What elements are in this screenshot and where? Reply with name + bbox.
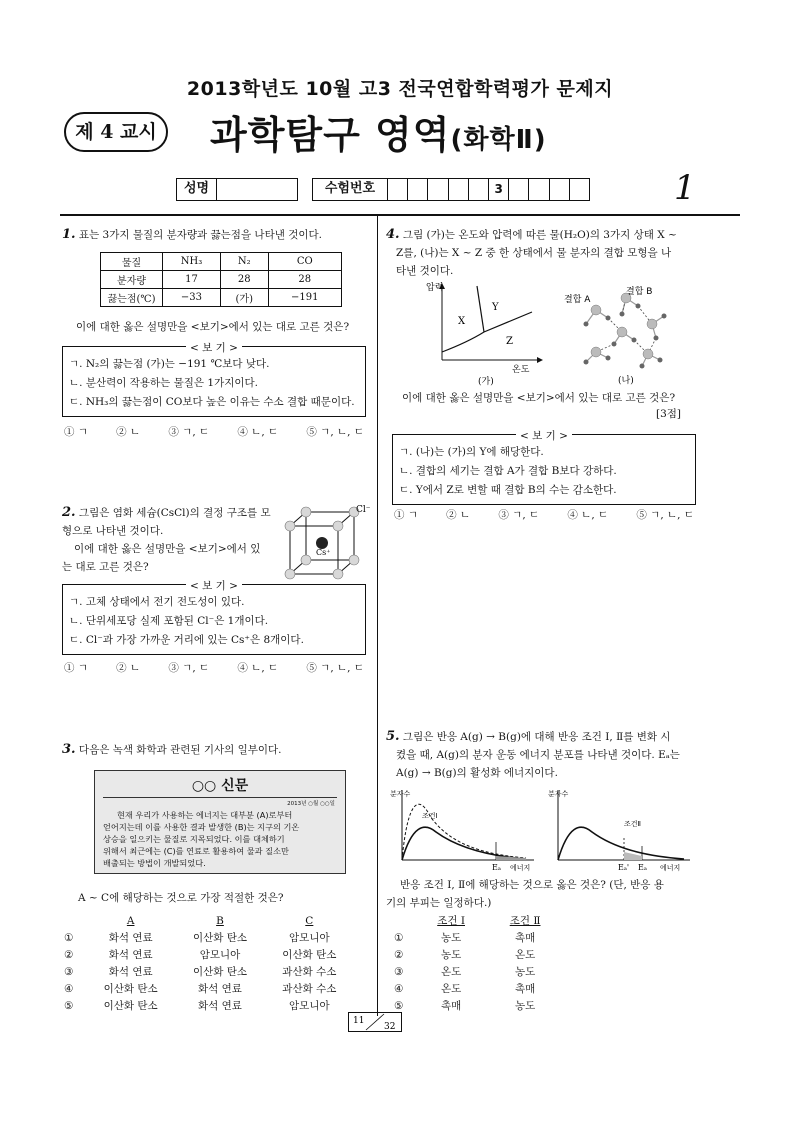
news-line: 현재 우리가 사용하는 에너지는 대부분 (A)로부터 [117, 810, 293, 820]
answer-cell: 농도 [514, 1000, 536, 1012]
choice[interactable]: ② ㄴ [446, 509, 471, 521]
axis-x-label: 온도 [512, 365, 530, 375]
region-x: X [458, 316, 466, 327]
q2-bogi-title: < 보 기 > [186, 580, 242, 592]
q4-stem [386, 226, 696, 280]
bogi-item: ㄴ. 단위세포당 실제 포함된 Cl⁻은 1개이다. [69, 615, 269, 627]
water-bond-model [556, 284, 686, 390]
q4-choices [394, 507, 694, 522]
q4-question: 이에 대한 옳은 설명만을 <보기>에서 있는 대로 고른 것은? [402, 392, 676, 404]
choice[interactable]: ⑤ ㄱ, ㄴ, ㄷ [636, 509, 694, 521]
axis-y-label: 압력 [426, 283, 444, 293]
q5-answer-table [394, 912, 564, 1014]
choice[interactable]: ② ㄴ [116, 426, 141, 438]
cond2-label: 조건Ⅱ [624, 820, 641, 828]
answer-cell: 암모니아 [289, 932, 330, 944]
phase-diagram [420, 280, 550, 390]
region-z: Z [506, 336, 513, 347]
answer-row[interactable] [64, 980, 354, 997]
choice[interactable]: ① ㄱ [64, 662, 88, 674]
col-header: B [216, 914, 224, 927]
id-digit[interactable] [408, 179, 428, 200]
id-digit[interactable] [388, 179, 408, 200]
choice[interactable]: ③ ㄱ, ㄷ [498, 509, 540, 521]
table-cell: 28 [220, 271, 268, 289]
choice[interactable]: ④ ㄴ, ㄷ [237, 662, 279, 674]
choice-marker: ① [64, 931, 74, 944]
answer-cell: 화석 연료 [198, 983, 242, 995]
cscl-crystal-diagram [280, 500, 372, 582]
q5-text-line: A(g) → B(g)의 활성화 에너지이다. [396, 767, 558, 779]
q3-text: 다음은 녹색 화학과 관련된 기사의 일부이다. [78, 744, 282, 756]
axis-x-label-2: 에너지 [660, 864, 681, 872]
answer-cell: 촉매 [514, 983, 536, 995]
q2-text-line: 는 대로 고른 것은? [62, 561, 149, 573]
choice[interactable]: ① ㄱ [394, 509, 418, 521]
q4-text-line: 그림 (가)는 온도와 압력에 따른 물(H₂O)의 3가지 상태 X ~ [402, 229, 677, 241]
id-digit[interactable] [449, 179, 469, 200]
answer-cell: 이산화 탄소 [103, 1000, 158, 1012]
choice-marker: ③ [394, 965, 404, 978]
axis-y-label: 분자수 [390, 790, 411, 798]
table-header: 물질 [101, 253, 163, 271]
ea-label: Eₐ [492, 863, 501, 872]
choice[interactable]: ④ ㄴ, ㄷ [237, 426, 279, 438]
q3-news-clip [94, 770, 346, 874]
footer-page-indicator [348, 1012, 402, 1032]
q4-number: 4. [386, 227, 400, 242]
bogi-item: ㄴ. 분산력이 작용하는 물질은 1가지이다. [69, 377, 258, 389]
subject-title [210, 104, 547, 159]
choice-marker: ④ [394, 982, 404, 995]
bogi-item: ㄷ. Y에서 Z로 변할 때 결합 B의 수는 감소한다. [399, 484, 617, 496]
col-header: 조건 Ⅱ [509, 915, 541, 927]
q4-points: [3점] [656, 408, 682, 420]
choice-marker: ⑤ [64, 999, 74, 1012]
answer-cell: 암모니아 [199, 949, 241, 961]
col-header: C [305, 914, 314, 927]
ea-prime-label: Eₐ' [618, 863, 630, 872]
answer-cell: 이산화 탄소 [192, 966, 248, 978]
id-digit[interactable] [570, 179, 589, 200]
column-divider [377, 216, 378, 1016]
answer-row[interactable] [394, 946, 564, 963]
choice[interactable]: ⑤ ㄱ, ㄴ, ㄷ [306, 426, 364, 438]
answer-cell: 화석 연료 [108, 949, 153, 961]
id-box [312, 178, 590, 201]
col-header: A [126, 914, 135, 927]
q3-stem [62, 741, 362, 759]
bond-a-label: 결합 A [564, 295, 591, 305]
cl-label: Cl⁻ [356, 505, 371, 515]
q5-text-line: 켰을 때, A(g)의 분자 운동 에너지 분포를 나타낸 것이다. Eₐ는 [396, 749, 680, 761]
answer-cell: 농도 [514, 966, 536, 978]
id-digit[interactable] [529, 179, 549, 200]
exam-title: 2013학년도 10월 고3 전국연합학력평가 문제지 [186, 78, 614, 100]
bond-b-label: 결합 B [626, 287, 653, 297]
news-body [95, 807, 345, 869]
answer-cell: 과산화 수소 [282, 983, 337, 995]
answer-row[interactable] [394, 929, 564, 946]
q5-text-line: 그림은 반응 A(g) → B(g)에 대해 반응 조건 Ⅰ, Ⅱ를 변화 시 [402, 731, 671, 743]
name-box [176, 178, 298, 201]
region-y: Y [492, 302, 499, 313]
caption-na: (나) [618, 376, 634, 386]
header-rule [60, 214, 740, 216]
q5-question [386, 876, 696, 912]
answer-cell: 이산화 탄소 [282, 949, 337, 961]
bogi-item: ㄷ. NH₃의 끓는점이 CO보다 높은 이유는 수소 결합 때문이다. [69, 396, 355, 408]
q1-stem [62, 226, 362, 244]
q1-number: 1. [62, 227, 76, 242]
answer-row[interactable] [64, 963, 354, 980]
id-digit[interactable] [509, 179, 529, 200]
news-line: 위해서 최근에는 (C)를 연료로 활용하여 물과 질소만 [103, 846, 289, 856]
q4-bogi-title: < 보 기 > [516, 430, 572, 442]
table-cell: 분자량 [101, 271, 163, 289]
energy-distribution-graph-2 [548, 786, 694, 872]
q2-text-line: 이에 대한 옳은 설명만을 <보기>에서 있 [74, 543, 261, 555]
name-label: 성명 [177, 179, 217, 200]
answer-cell: 이산화 탄소 [103, 983, 158, 995]
answer-cell: 농도 [440, 932, 462, 944]
table-header: CO [268, 253, 341, 271]
caption-ga: (가) [478, 377, 494, 387]
q2-text-line: 형으로 나타낸 것이다. [62, 525, 164, 537]
news-line: 배출되는 방법이 개발되었다. [103, 858, 206, 868]
answer-cell: 온도 [514, 949, 536, 961]
choice[interactable]: ① ㄱ [64, 426, 88, 438]
page-number: 1 [674, 168, 696, 208]
cs-label: Cs⁺ [316, 548, 331, 557]
answer-cell: 촉매 [440, 1000, 462, 1012]
answer-row[interactable] [64, 929, 354, 946]
q2-bogi-box [62, 580, 366, 655]
table-header: N₂ [220, 253, 268, 271]
news-line: 얻어지는데 이를 사용한 결과 발생한 (B)는 지구의 기온 [103, 822, 300, 832]
subject-sub: (화학Ⅱ) [450, 125, 547, 155]
bogi-item: ㄱ. 고체 상태에서 전기 전도성이 있다. [69, 596, 245, 608]
q5-number: 5. [386, 729, 400, 744]
q1-question: 이에 대한 옳은 설명만을 <보기>에서 있는 대로 고른 것은? [76, 321, 350, 333]
col-header: 조건 Ⅰ [437, 915, 465, 927]
answer-cell: 화석 연료 [108, 966, 153, 978]
table-cell: −191 [268, 289, 341, 307]
q2-number: 2. [62, 505, 76, 520]
choice[interactable]: ⑤ ㄱ, ㄴ, ㄷ [306, 662, 364, 674]
id-digit[interactable]: 3 [489, 179, 509, 200]
answer-cell: 화석 연료 [108, 932, 153, 944]
q2-stem [62, 504, 290, 576]
q5-question-line: 기의 부피는 일정하다.) [386, 897, 492, 909]
q1-choices [64, 424, 364, 439]
q1-table [100, 252, 342, 307]
answer-cell: 이산화 탄소 [192, 932, 248, 944]
table-cell: 끓는점(℃) [101, 289, 163, 307]
q1-bogi-box [62, 342, 366, 417]
id-label: 수험번호 [313, 179, 388, 200]
footer-total: 32 [384, 1022, 396, 1032]
id-digit[interactable] [469, 179, 489, 200]
table-cell: 28 [268, 271, 341, 289]
answer-row[interactable] [64, 946, 354, 963]
q5-stem [386, 728, 696, 782]
answer-row[interactable] [394, 980, 564, 997]
news-date: 2013년 ○월 ○○일 [287, 801, 335, 807]
q4-text-line: Z를, (나)는 X ~ Z 중 한 상태에서 물 분자의 결합 모형을 나 [396, 247, 672, 259]
choice-marker: ② [394, 948, 404, 961]
table-header: NH₃ [163, 253, 221, 271]
bogi-item: ㄷ. Cl⁻과 가장 가까운 거리에 있는 Cs⁺은 8개이다. [69, 634, 304, 646]
axis-x-label: 에너지 [510, 864, 531, 872]
answer-row[interactable] [394, 997, 564, 1014]
cond1-label: 조건Ⅰ [422, 812, 438, 820]
q1-bogi-title: < 보 기 > [186, 342, 242, 354]
answer-cell: 농도 [440, 949, 462, 961]
bogi-item: ㄴ. 결합의 세기는 결합 A가 결합 B보다 강하다. [399, 465, 617, 477]
bogi-item: ㄱ. (나)는 (가)의 Y에 해당한다. [399, 446, 544, 458]
answer-cell: 온도 [440, 966, 462, 978]
news-title: ○○ 신문 [191, 778, 249, 794]
choice-marker: ⑤ [394, 999, 404, 1012]
axis-y-label-2: 분자수 [548, 790, 569, 798]
answer-cell: 과산화 수소 [282, 966, 337, 978]
energy-distribution-graph-1 [388, 786, 538, 872]
subject-main: 과학탐구 영역 [210, 113, 451, 157]
choice[interactable]: ③ ㄱ, ㄷ [168, 662, 210, 674]
table-cell: −33 [163, 289, 221, 307]
choice[interactable]: ④ ㄴ, ㄷ [567, 509, 609, 521]
footer-page: 11 [353, 1016, 365, 1026]
id-digit[interactable] [428, 179, 448, 200]
period-badge: 제 4 교시 [64, 112, 168, 152]
answer-row[interactable] [64, 997, 354, 1014]
news-line: 상승을 일으키는 물질로 지목되었다. 이를 대체하기 [103, 834, 285, 844]
q2-choices [64, 660, 364, 675]
q5-question-line: 반응 조건 Ⅰ, Ⅱ에 해당하는 것으로 옳은 것은? (단, 반응 용 [400, 879, 664, 891]
q4-text-line: 타낸 것이다. [396, 265, 454, 277]
id-digit[interactable] [550, 179, 570, 200]
name-field[interactable] [217, 179, 297, 200]
q4-bogi-box [392, 430, 696, 505]
bogi-item: ㄱ. N₂의 끓는점 (가)는 −191 ℃보다 낮다. [69, 358, 270, 370]
answer-cell: 화석 연료 [198, 1000, 242, 1012]
answer-row[interactable] [394, 963, 564, 980]
choice-marker: ④ [64, 982, 74, 995]
q3-answer-table [64, 912, 354, 1014]
q3-question: A ~ C에 해당하는 것으로 가장 적절한 것은? [78, 892, 284, 904]
table-cell: 17 [163, 271, 221, 289]
answer-cell: 암모니아 [289, 1000, 330, 1012]
answer-cell: 촉매 [514, 932, 536, 944]
ea-label-2: Eₐ [638, 863, 647, 872]
table-cell: (가) [220, 289, 268, 307]
choice-marker: ② [64, 948, 74, 961]
q1-text: 표는 3가지 물질의 분자량과 끓는점을 나타낸 것이다. [78, 229, 322, 241]
choice[interactable]: ③ ㄱ, ㄷ [168, 426, 210, 438]
answer-cell: 온도 [440, 983, 462, 995]
q3-number: 3. [62, 742, 76, 757]
choice-marker: ③ [64, 965, 74, 978]
q2-text-line: 그림은 염화 세슘(CsCl)의 결정 구조를 모 [78, 507, 271, 519]
choice[interactable]: ② ㄴ [116, 662, 141, 674]
choice-marker: ① [394, 931, 404, 944]
